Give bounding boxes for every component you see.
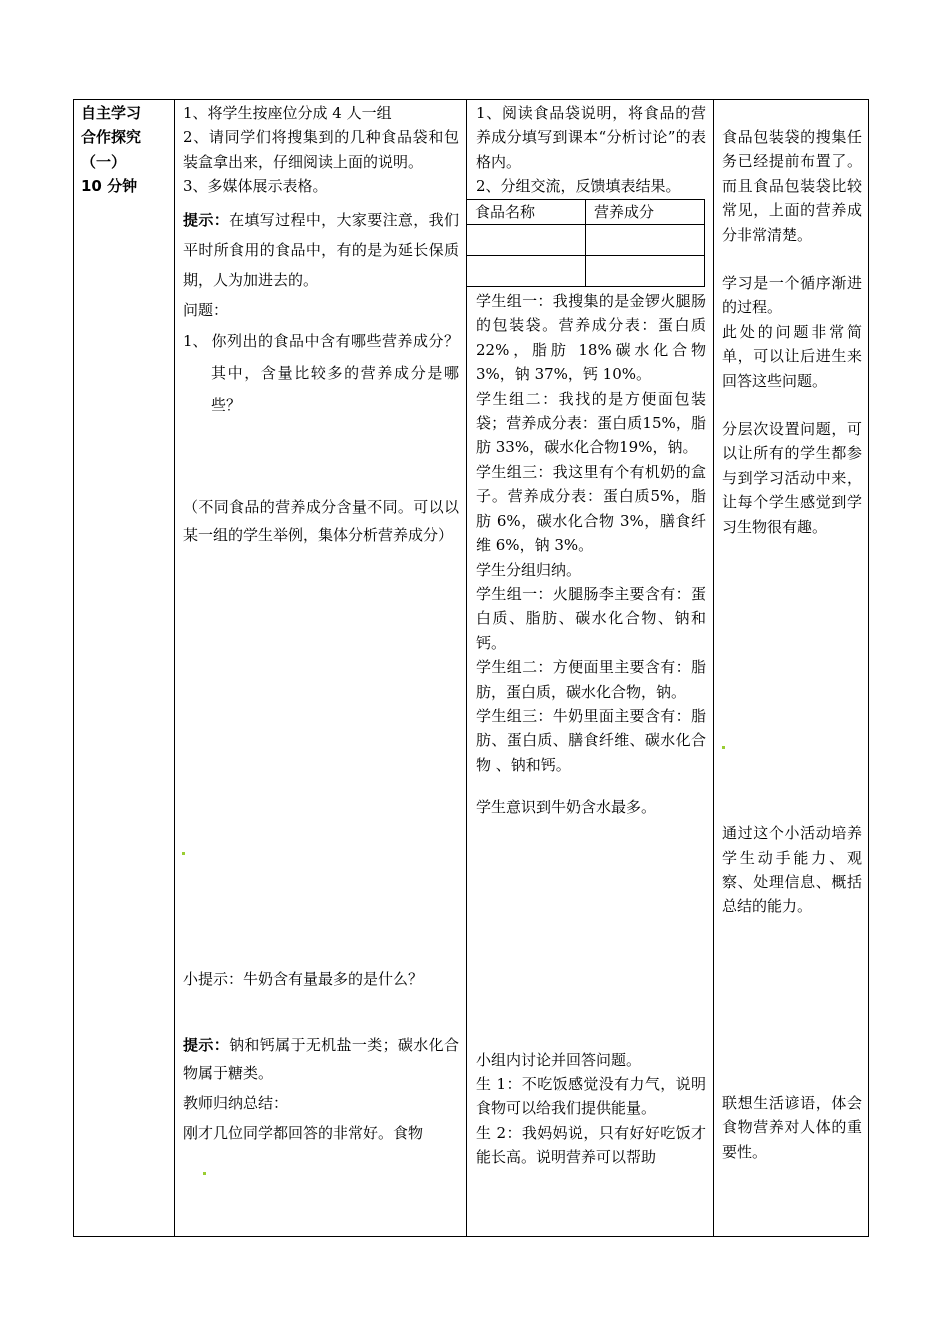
stage-column <box>81 101 173 199</box>
teacher-step: 1、将学生按座位分成 4 人一组 <box>183 104 392 122</box>
table-cell <box>467 225 586 256</box>
teacher-tip-2 <box>183 1031 459 1087</box>
tip-label: 提示： <box>183 210 230 229</box>
speck-mark <box>182 852 185 855</box>
table-cell <box>467 256 586 287</box>
teacher-note: （不同食品的营养成分含量不同。可以以某一组的学生举例，集体分析营养成分） <box>183 497 459 544</box>
teacher-step: 2、请同学们将搜集到的几种食品袋和包装盒拿出来，仔细阅读上面的说明。 <box>183 128 459 171</box>
question-item <box>183 325 459 421</box>
stage-title-line: （一） <box>81 152 127 171</box>
table-row <box>467 225 705 256</box>
tip-text: 钠和钙属于无机盐一类；碳水化合物属于糖类。 <box>183 1036 459 1083</box>
question-text: 你列出的食品中含有哪些营养成分？其中，含量比较多的营养成分是哪些？ <box>211 331 459 414</box>
discussion-label: 小组内讨论并回答问题。 <box>476 1050 642 1069</box>
table-header-cell: 食品名称 <box>467 199 586 224</box>
student-step: 1、阅读食品袋说明，将食品的营养成分填写到课本“分析讨论”的表格内。 <box>476 104 706 171</box>
table-cell <box>586 225 705 256</box>
speck-mark <box>203 1172 206 1175</box>
question-number: 1、 <box>183 331 208 350</box>
student-step: 2、分组交流，反馈填表结果。 <box>476 177 681 196</box>
table-header-row <box>467 199 705 224</box>
summary-label: 教师归纳总结： <box>183 1094 289 1113</box>
student-answer: 生 2：我妈妈说，只有好好吃饭才能长高。说明营养可以帮助 <box>476 1123 706 1167</box>
teacher-step: 3、多媒体展示表格。 <box>183 177 328 196</box>
nutrition-table <box>466 199 705 287</box>
question-label: 问题： <box>183 300 229 319</box>
stage-title-line: 自主学习 <box>81 104 142 122</box>
tip-text: 在填写过程中，大家要注意，我们平时所食用的食品中，有的是为延长保质期，人为加进去的。 <box>183 210 459 289</box>
teacher-tip <box>183 205 459 295</box>
table-row <box>467 256 705 287</box>
small-tip: 小提示：牛奶含有量最多的是什么？ <box>183 969 424 988</box>
group-summary: 学生组三：牛奶里面主要含有：脂肪、蛋白质、膳食纤维、碳水化合物 、钠和钙。 <box>476 706 706 774</box>
speck-mark <box>722 746 725 749</box>
design-note: 分层次设置问题，可以让所有的学生都参与到学习活动中来，让每个学生感觉到学习生物很有趣。 <box>722 420 862 536</box>
design-note: 学习是一个循序渐进的过程。 <box>722 274 862 317</box>
design-note: 联想生活谚语，体会食物营养对人体的重要性。 <box>722 1093 862 1161</box>
design-notes-column <box>722 101 862 1164</box>
group-report: 学生组二：我找的是方便面包装袋；营养成分表：蛋白质15%，脂肪 33%，碳水化合物19%，钠。 <box>476 389 706 457</box>
column-divider <box>713 99 714 1237</box>
design-note: 通过这个小活动培养学生动手能力、观察、处理信息、概括总结的能力。 <box>722 824 862 916</box>
design-note: 此处的问题非常简单，可以让后进生来回答这些问题。 <box>722 322 862 390</box>
design-note: 食品包装袋的搜集任务已经提前布置了。而且食品包装袋比较常见，上面的营养成分非常清楚。 <box>722 128 862 244</box>
group-report: 学生组一：我搜集的是金锣火腿肠的包装袋。营养成分表：蛋白质 22%，脂肪 18%碳水化合物 3%，钠 37%，钙 10%。 <box>476 292 706 384</box>
group-summary-label: 学生分组归纳。 <box>476 560 582 579</box>
student-activity-column <box>476 101 706 1170</box>
student-answer: 生 1：不吃饭感觉没有力气，说明食物可以给我们提供能量。 <box>476 1074 706 1118</box>
student-observation: 学生意识到牛奶含水最多。 <box>476 798 657 817</box>
group-summary: 学生组二：方便面里主要含有：脂肪，蛋白质，碳水化合物，钠。 <box>476 658 706 701</box>
table-cell <box>586 256 705 287</box>
table-header-cell: 营养成分 <box>586 199 705 224</box>
group-report: 学生组三：我这里有个有机奶的盒子。营养成分表：蛋白质5%，脂肪 6%，碳水化合物 3%，膳食纤维 6%，钠 3%。 <box>476 462 706 555</box>
tip-label: 提示： <box>183 1036 230 1055</box>
teacher-activity-column <box>183 101 459 1147</box>
stage-duration: 10 分钟 <box>81 177 138 196</box>
stage-title-line: 合作探究 <box>81 128 142 147</box>
group-summary: 学生组一：火腿肠李主要含有：蛋白质、脂肪、碳水化合物、钠和钙。 <box>476 584 706 652</box>
column-divider <box>174 99 175 1237</box>
summary-text: 刚才几位同学都回答的非常好。食物 <box>183 1124 424 1143</box>
